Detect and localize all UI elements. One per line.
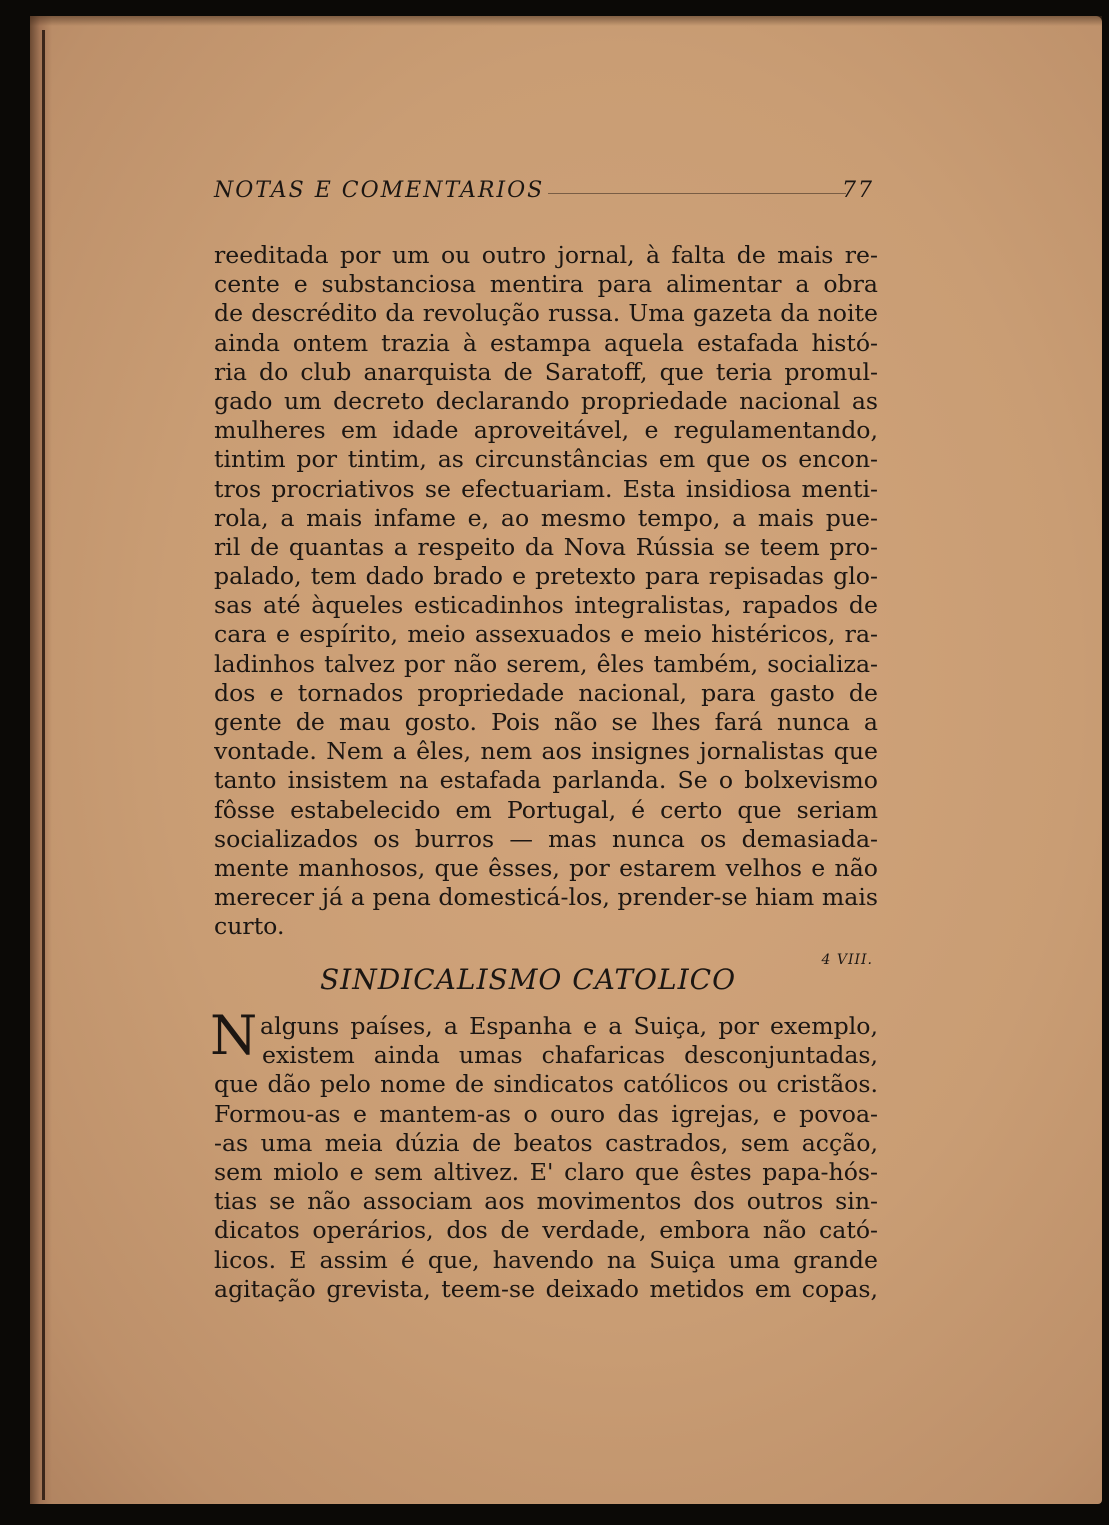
section-1-body [214,241,878,942]
section-2-line-4: Formou-as e mantem-as o ouro das igrejas, e povoa- [214,1099,878,1128]
section-2-line-2: existem ainda umas chafaricas desconjuntadas, [262,1041,878,1070]
running-head-rule [548,193,846,194]
page-number: 77 [842,178,874,203]
section-2-line-7: tias se não associam aos movimentos dos outros sin- [214,1187,878,1216]
section-1-line-1: reeditada por um ou outro jornal, à falta de mais re- [214,241,878,269]
section-1-line-9: tros procriativos se efectuariam. Esta insidiosa menti- [214,474,878,503]
section-1-line-15: ladinhos talvez por não serem, êles também, socializa- [214,649,878,678]
section-1-line-2: cente e substanciosa mentira para alimentar a obra [214,270,878,299]
section-2-line-9: licos. E assim é que, havendo na Suiça uma grande [214,1245,878,1274]
section-2-body [214,1012,878,1304]
section-2-title: SINDICALISMO CATOLICO [320,963,737,996]
section-1-line-8: tintim por tintim, as circunstâncias em que os encon- [214,445,878,474]
section-1-line-24: curto. [214,912,285,941]
section-2-line-10: agitação grevista, teem-se deixado metidos em copas, [214,1274,878,1303]
section-2-line-8: dicatos operários, dos de verdade, embora não cató- [214,1216,878,1245]
section-1-line-10: rola, a mais infame e, ao mesmo tempo, a mais pue- [214,503,878,532]
section-1-line-7: mulheres em idade aproveitável, e regulamentando, [214,416,878,445]
section-1-line-20: fôsse estabelecido em Portugal, é certo que seriam [214,795,878,824]
section-2-line-5: -as uma meia dúzia de beatos castrados, sem acção, [214,1128,878,1157]
section-1-line-22: mente manhosos, que êsses, por estarem velhos e não [214,853,878,882]
section-2-line-1: alguns países, a Espanha e a Suiça, por exemplo, [260,1012,878,1040]
section-2-line-3: que dão pelo nome de sindicatos católicos ou cristãos. [214,1070,878,1099]
section-1-line-4: ainda ontem trazia à estampa aquela estafada histó- [214,328,878,357]
section-1-line-3: de descrédito da revolução russa. Uma gazeta da noite [214,299,878,328]
section-1-line-23: merecer já a pena domesticá-los, prender-se hiam mais [214,883,878,912]
section-1-line-19: tanto insistem na estafada parlanda. Se o bolxevismo [214,766,878,795]
section-1-line-16: dos e tornados propriedade nacional, para gasto de [214,678,878,707]
section-1-line-14: cara e espírito, meio assexuados e meio histéricos, ra- [214,620,878,649]
section-1-date: 4 VIII. [821,952,873,968]
section-2-line-6: sem miolo e sem altivez. E' claro que êstes papa-hós- [214,1157,878,1186]
section-1-line-5: ria do club anarquista de Saratoff, que teria promul- [214,357,878,386]
section-1-line-18: vontade. Nem a êles, nem aos insignes jornalistas que [214,737,878,766]
section-1-line-11: ril de quantas a respeito da Nova Rússia se teem pro- [214,532,878,561]
binding-edge [42,30,45,1500]
section-1-line-6: gado um decreto declarando propriedade nacional as [214,386,878,415]
section-1-line-12: palado, tem dado brado e pretexto para repisadas glo- [214,562,878,591]
drop-cap: N [210,1004,258,1067]
section-1-line-17: gente de mau gosto. Pois não se lhes fará nunca a [214,708,878,736]
section-1-line-21: socializados os burros — mas nunca os demasiada- [214,824,878,853]
running-head-title: NOTAS E COMENTARIOS [214,178,545,203]
running-head [214,176,878,210]
section-1-line-13: sas até àqueles esticadinhos integralistas, rapados de [214,591,878,620]
